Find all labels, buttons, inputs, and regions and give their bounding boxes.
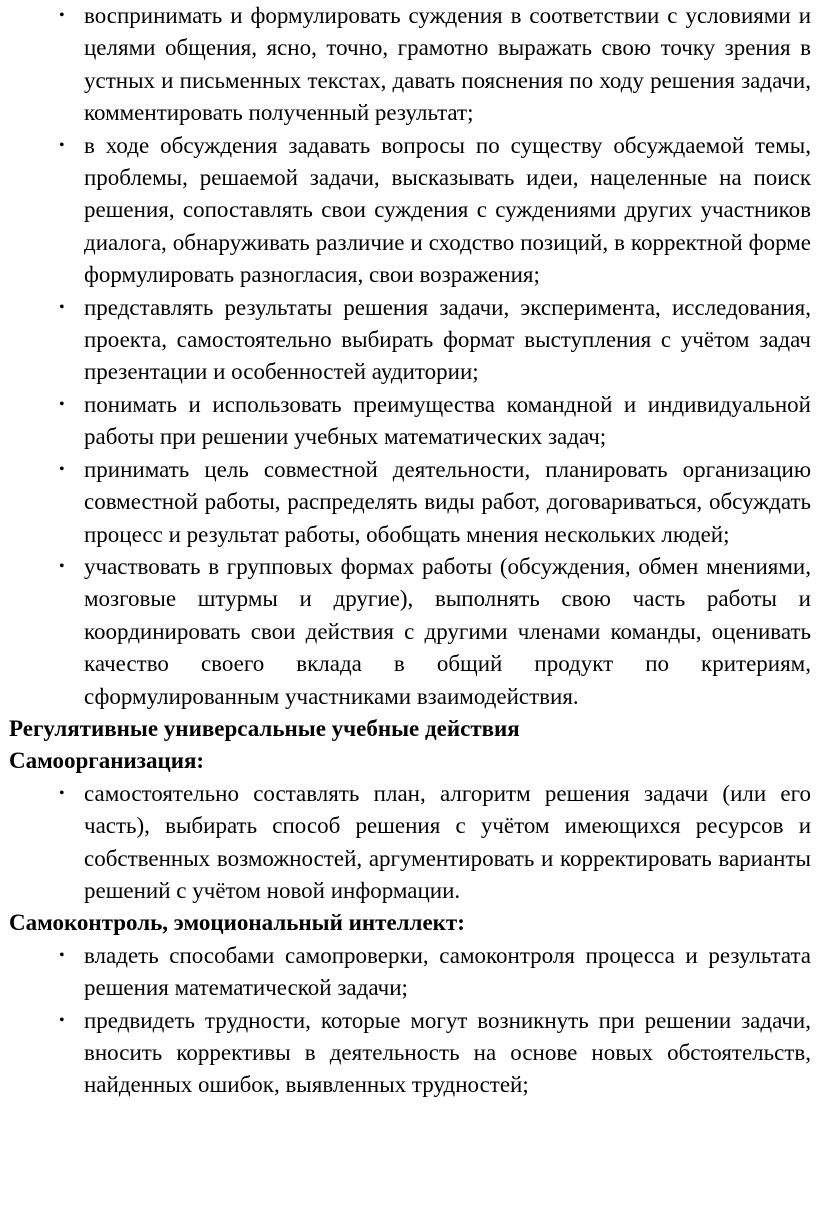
list-item (59, 454, 811, 551)
bullet-icon: • (59, 395, 65, 413)
list-item-text: понимать и использовать преимущества командной и индивидуальной работы при решении учебных математических задач; (84, 391, 811, 450)
bullet-icon: • (59, 7, 65, 24)
list-item (59, 778, 811, 908)
self-organization-heading: Самоорганизация: (9, 748, 205, 774)
list-item-text: воспринимать и формулировать суждения в соответствии с условиями и целями общения, ясно, точно, грамотно выражать свою точку зрения в устных и письменных текстах, давать пояснения по ходу решения задачи, комментировать полученный результат; (84, 3, 811, 126)
self-organization-list (9, 778, 811, 908)
bullet-icon: • (59, 298, 65, 316)
list-item (59, 389, 811, 454)
bullet-icon: • (59, 1011, 65, 1029)
self-control-heading: Самоконтроль, эмоциональный интеллект: (9, 910, 465, 936)
list-item (59, 0, 811, 130)
list-item-text: принимать цель совместной деятельности, планировать организацию совместной работы, распределять виды работ, договариваться, обсуждать процесс и результат работы, обобщать мнения нескольких людей; (84, 456, 811, 547)
list-item-text: владеть способами самопроверки, самоконтроля процесса и результата решения математической задачи; (84, 942, 811, 1001)
communication-list (9, 0, 811, 713)
list-item-text: самостоятельно составлять план, алгоритм решения задачи (или его часть), выбирать способ решения с учётом имеющихся ресурсов и собственных возможностей, аргументировать и корректировать варианты решений с учётом новой информации. (84, 780, 811, 903)
bullet-icon: • (59, 946, 65, 964)
bullet-icon: • (59, 557, 65, 575)
list-item (59, 1005, 811, 1102)
list-item (59, 130, 811, 292)
list-item-text: участвовать в групповых формах работы (обсуждения, обмен мнениями, мозговые штурмы и другие), выполнять свою часть работы и координировать свои действия с другими членами команды, оценивать качество своего вклада в общий продукт по критериям, сформулированным участниками взаимодействия. (84, 553, 811, 709)
self-control-list (9, 940, 811, 1102)
regulatory-heading: Регулятивные универсальные учебные действия (9, 715, 520, 741)
list-item-text: представлять результаты решения задачи, эксперимента, исследования, проекта, самостоятельно выбирать формат выступления с учётом задач презентации и особенностей аудитории; (84, 294, 811, 385)
bullet-icon: • (59, 136, 65, 154)
bullet-icon: • (59, 784, 65, 802)
list-item-text: предвидеть трудности, которые могут возникнуть при решении задачи, вносить коррективы в деятельность на основе новых обстоятельств, найденных ошибок, выявленных трудностей; (84, 1007, 811, 1098)
list-item (59, 292, 811, 389)
list-item (59, 940, 811, 1005)
list-item (59, 551, 811, 713)
list-item-text: в ходе обсуждения задавать вопросы по существу обсуждаемой темы, проблемы, решаемой задачи, высказывать идеи, нацеленные на поиск решения, сопоставлять свои суждения с суждениями других участников диалога, обнаруживать различие и сходство позиций, в корректной форме формулировать разногласия, свои возражения; (84, 132, 811, 288)
bullet-icon: • (59, 460, 65, 478)
